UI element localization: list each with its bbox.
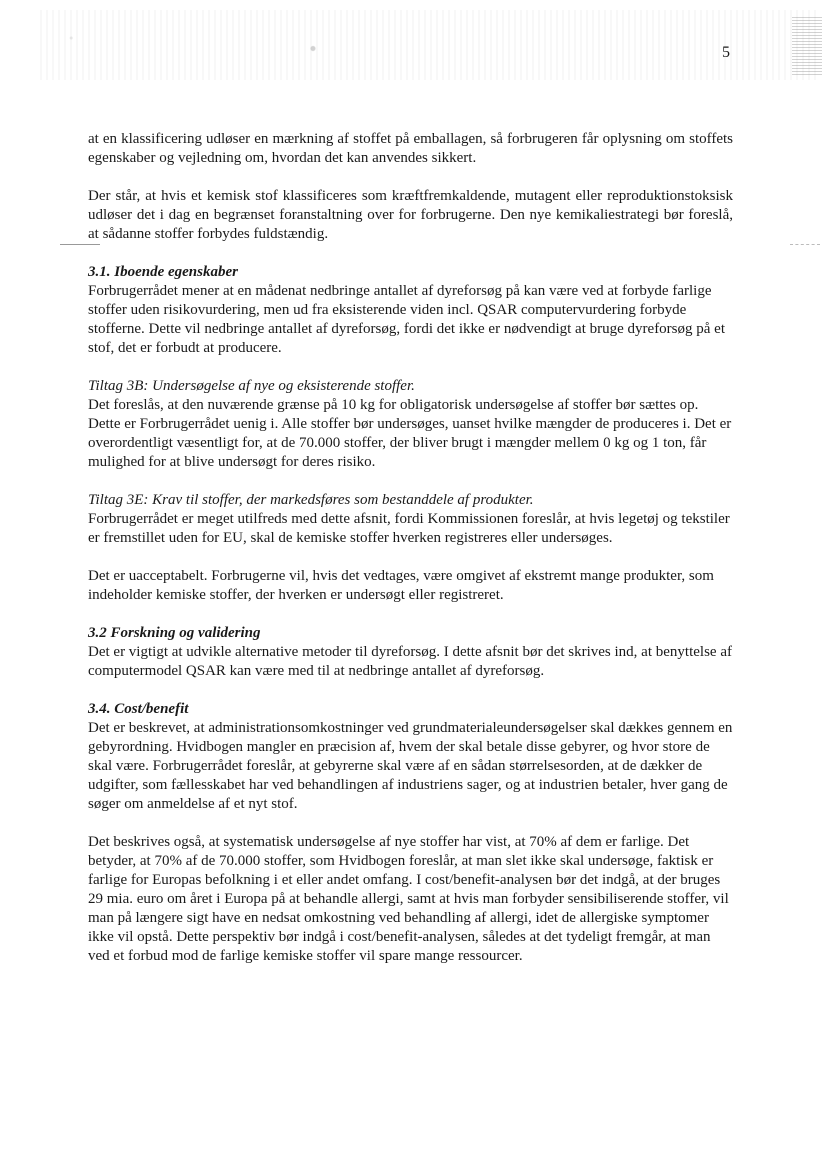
- scan-artifact-header: [40, 10, 820, 80]
- section-heading-3b: Tiltag 3B: Undersøgelse af nye og eksisterende stoffer.: [88, 378, 415, 394]
- section-heading-3-4: 3.4. Cost/benefit: [88, 701, 189, 717]
- body-text: [88, 130, 733, 985]
- section-body-3-2: Det er vigtigt at udvikle alternative metoder til dyreforsøg. I dette afsnit bør det skrives ind, at benyttelse af computermodel QSAR kan være med til at nedbringe antallet af dyreforsøg.: [88, 644, 732, 679]
- scan-artifact-line-right: [790, 244, 820, 245]
- section-body-3e: Forbrugerrådet er meget utilfreds med dette afsnit, fordi Kommissionen foreslår, at hvis legetøj og tekstiler er fremstillet uden for EU, skal de kemiske stoffer hverken registreres eller undersøges.: [88, 511, 730, 546]
- section-heading-3-2: 3.2 Forskning og validering: [88, 625, 261, 641]
- paragraph-intro: at en klassificering udløser en mærkning af stoffet på emballagen, så forbrugeren får oplysning om stoffets egenskaber og vejledning om, hvordan det kan anvendes sikkert.: [88, 131, 733, 166]
- section-body-3-4: Det er beskrevet, at administrationsomkostninger ved grundmaterialeundersøgelser skal dækkes gennem en gebyrordning. Hvidbogen mangler en præcision af, hvem der skal betale disse gebyrer, og hvor store de skal være. Forbrugerrådet foreslår, at gebyrerne skal være af en sådan størrelsesorden, at de dækker de udgifter, som fællesskabet har ved behandlingen af industriens sager, og at industrien betaler, hver gang de søger om anmeldelse af et nyt stof.: [88, 720, 733, 812]
- section-body-3b: Det foreslås, at den nuværende grænse på 10 kg for obligatorisk undersøgelse af stoffer bør sættes op. Dette er Forbrugerrådet uenig i. Alle stoffer bør undersøges, uanset hvilke mængder de produceres i. Det er overordentligt væsentligt for, at de 70.000 stoffer, der bliver brugt i mængder mellem 0 kg og 1 ton, får mulighed for at blive undersøgt for deres risiko.: [88, 397, 732, 470]
- page-number: 5: [722, 44, 730, 61]
- paragraph-cmr: Der står, at hvis et kemisk stof klassificeres som kræftfremkaldende, mutagent eller reproduktionstoksisk udløser det i dag en begrænset foranstaltning over for forbrugerne. Den nye kemikaliestrategi bør foreslå, at sådanne stoffer forbydes fuldstændig.: [88, 188, 733, 242]
- scan-artifact-corner: [792, 15, 822, 75]
- section-heading-3e: Tiltag 3E: Krav til stoffer, der markedsføres som bestanddele af produkter.: [88, 492, 534, 508]
- section-body-3e-2: Det er uacceptabelt. Forbrugerne vil, hvis det vedtages, være omgivet af ekstremt mange produkter, som indeholder kemiske stoffer, der hverken er undersøgt eller registreret.: [88, 568, 714, 603]
- section-body-3-4-2: Det beskrives også, at systematisk undersøgelse af nye stoffer har vist, at 70% af dem er farlige. Det betyder, at 70% af de 70.000 stoffer, som Hvidbogen foreslår, at man slet ikke skal undersøge, faktisk er farlige for Europas befolkning i et eller andet omfang. I cost/benefit-analysen bør det indgå, at der bruges 29 mia. euro om året i Europa på at behandle allergi, samt at hvis man forbyder sensibiliserende stoffer, vil man på længere sigt have en nedsat omkostning ved behandling af allergi, idet de allergiske symptomer ikke vil opstå. Dette perspektiv bør indgå i cost/benefit-analysen, således at det tydeligt fremgår, at man ved et forbud mod de farlige kemiske stoffer vil spare mange ressourcer.: [88, 834, 729, 964]
- section-body-3-1: Forbrugerrådet mener at en mådenat nedbringe antallet af dyreforsøg på kan være ved at forbyde farlige stoffer uden risikovurdering, men ud fra eksisterende viden incl. QSAR computervurdering forbyde stofferne. Dette vil nedbringe antallet af dyreforsøg, fordi det ikke er nødvendigt at bruge dyreforsøg på et stof, det er forbudt at producere.: [88, 283, 726, 356]
- section-heading-3-1: 3.1. Iboende egenskaber: [88, 264, 238, 280]
